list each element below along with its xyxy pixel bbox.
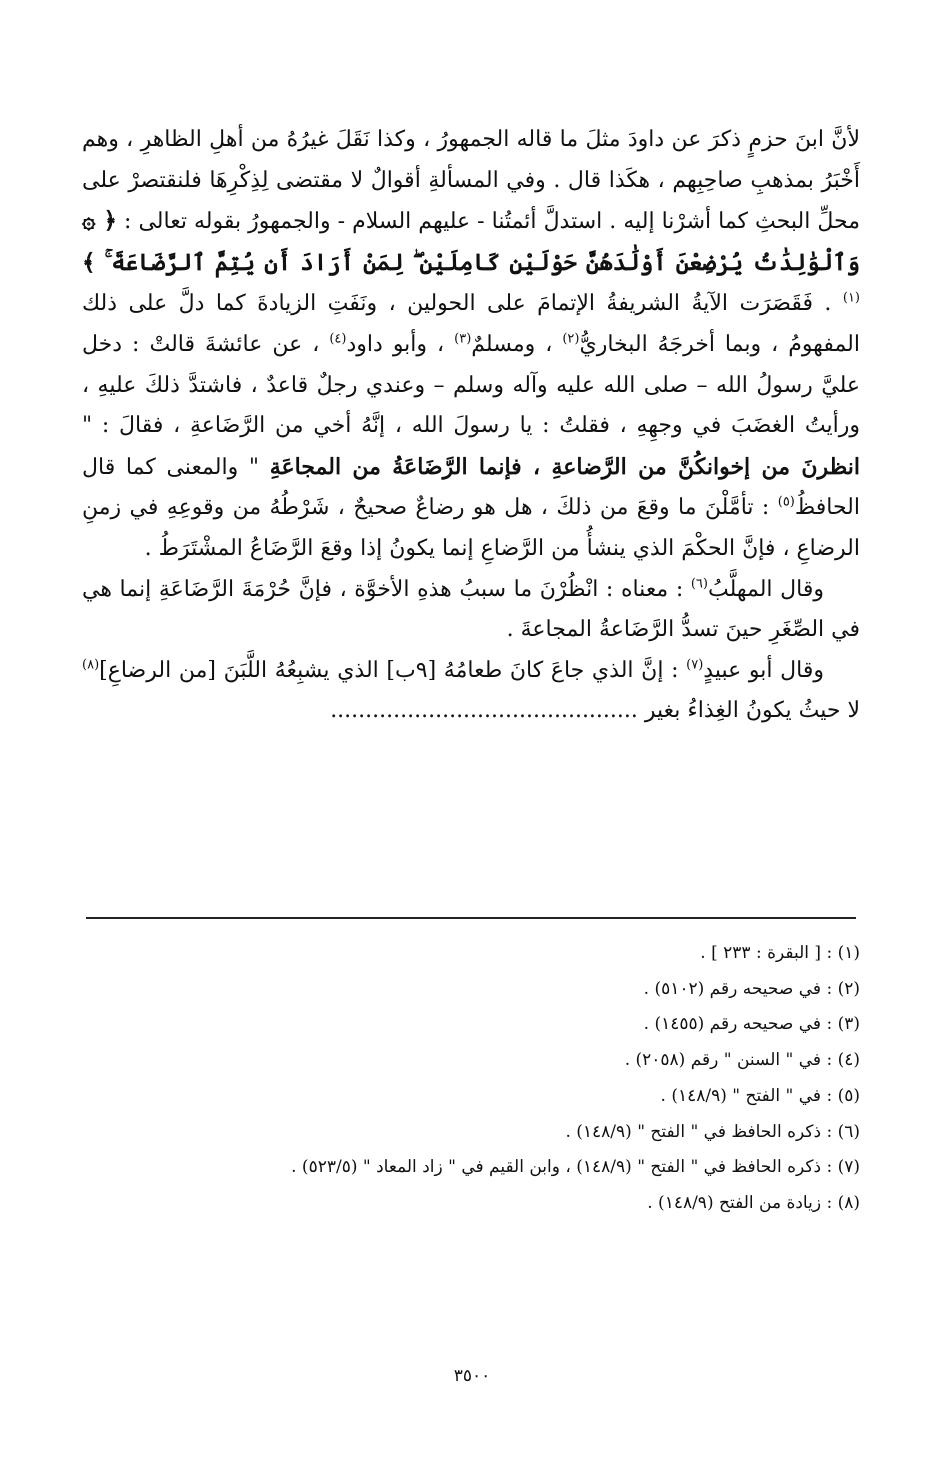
paragraph-1-text: : تأمَّلْنَ ما وقعَ من ذلكَ ، هل هو رضاعٌ صحيحٌ ، شَرْطُهُ من وقوعِهِ في زمنِ الرضاعِ ، فإنَّ الحكْمَ الذي ينشأُ من الرَّضاعِ إنما يكونُ إذا وقعَ الرَّضَاعُ المشْتَرَطُ . — [82, 495, 860, 561]
footnote-ref-7[interactable]: (٧) — [686, 657, 704, 673]
paragraph-1-intro: لأنَّ ابنَ حزمٍ ذكرَ عن داودَ مثلَ ما قاله الجمهورُ ، وكذا نَقَلَ غيرُهُ من أهلِ الظاهرِ ، وهم أَخْبَرُ بمذهبِ صاحِبِهم ، هكَذا قال . وفي المسألةِ أقوالٌ لا مقتضى لِذِكْرِهَا فلنقتصرْ على محلِّ البحثِ كما أشرْنا إليه . استدلَّ أئمتُنا - عليهم السلام - والجمهورُ بقوله تعالى : — [82, 127, 860, 235]
paragraph-3-text: وقال أبو عبيدٍ — [703, 657, 824, 683]
paragraph-1 — [82, 120, 860, 570]
hadith-quote: انظرنَ من إخوانكُنَّ من الرَّضاعةِ ، فإنما الرَّضَاعَةُ من المجاعَةِ — [269, 453, 860, 480]
footnotes — [120, 936, 860, 1222]
paragraph-2-text: وقال المهلَّبُ — [707, 576, 824, 602]
paragraph-2-text: : معناه : انْظُرْنَ ما سببُ هذهِ الأخوَّة ، فإنَّ حُرْمَةَ الرَّضَاعَةِ إنما هي في الصِّغَرِ حينَ تسدُّ الرَّضَاعةُ المجاعةَ . — [82, 576, 860, 643]
paragraph-1-text: . فَقَصَرَت الآيةُ الشريفةُ الإتمامَ على الحولين ، ونَفَتِ الزيادةَ كما دلَّ على ذلك المفهومُ ، وبما أخرجَهُ البخاريُّ — [82, 291, 860, 357]
footnote-5: (٥) : في " الفتح " (١٤٨/٩) . — [660, 1085, 860, 1106]
paragraph-1-text: ، ومسلمٌ — [471, 331, 563, 357]
footnote-3: (٣) : في صحيحه رقم (١٤٥٥) . — [643, 1014, 860, 1035]
footnote-ref-8[interactable]: (٨) — [82, 657, 100, 673]
paragraph-1-text: " والمعنى كما قال الحافظُ — [82, 454, 860, 521]
footnote-ref-5[interactable]: (٥) — [777, 495, 795, 511]
footnote-6: (٦) : ذكره الحافظ في " الفتح " (١٤٨/٩) . — [565, 1121, 860, 1142]
paragraph-1-text: ، وأبو داود — [346, 331, 455, 357]
footnote-separator — [86, 917, 856, 919]
main-text — [82, 120, 860, 732]
footnote-ref-3[interactable]: (٣) — [454, 331, 472, 347]
footnote-ref-6[interactable]: (٦) — [690, 576, 708, 592]
footnote-ref-2[interactable]: (٢) — [562, 331, 580, 347]
ellipsis-dots: ............................................ — [330, 698, 638, 724]
page-number: ٣٥٠٠ — [453, 1366, 491, 1386]
paragraph-3-text: : إنَّ الذي جاعَ كانَ طعامُهُ [٩ب] الذي يشبِعُهُ اللَّبَنَ [من الرضاعِ] — [99, 657, 687, 683]
footnote-4: (٤) : في " السنن " رقم (٢٠٥٨) . — [624, 1050, 860, 1071]
footnote-1: (١) : [ البقرة : ٢٣٣ ] . — [700, 943, 860, 963]
paragraph-2 — [82, 570, 860, 651]
quran-verse: ﴿ ۞ وَٱلْوَٰلِدَٰتُ يُرْضِعْنَ أَوْلَٰدَهُنَّ حَوْلَيْنِ كَامِلَيْنِ ۖ لِمَنْ أَرَادَ أَن يُتِمَّ ٱلرَّضَاعَةَ ۚ ﴾ — [82, 207, 860, 276]
footnote-ref-4[interactable]: (٤) — [329, 331, 347, 347]
footnote-8: (٨) : زيادة من الفتح (١٤٨/٩) . — [647, 1192, 860, 1213]
paragraph-3 — [82, 651, 860, 732]
footnote-7: (٧) : ذكره الحافظ في " الفتح " (١٤٨/٩) ، وابن القيم في " زاد المعاد " (٥٢٣/٥) . — [291, 1157, 860, 1178]
footnote-ref-1[interactable]: (١) — [842, 291, 860, 307]
paragraph-3-text: لا حيثُ يكونُ الغِذاءُ بغير — [637, 698, 860, 724]
paragraph-1-text: ، عن عائشةَ قالتْ : دخل عليَّ رسولُ الله – صلى الله عليه وآله وسلم – وعندي رجلٌ قاعدٌ ، فاشتدَّ ذلكَ عليهِ ، ورأيتُ الغضَبَ في وجهِهِ ، فقلتُ : يا رسولَ الله ، إنَّهُ أخي من الرَّضَاعةِ ، فقالَ : " — [82, 331, 860, 439]
footnote-2: (٢) : في صحيحه رقم (٥١٠٢) . — [643, 978, 860, 999]
